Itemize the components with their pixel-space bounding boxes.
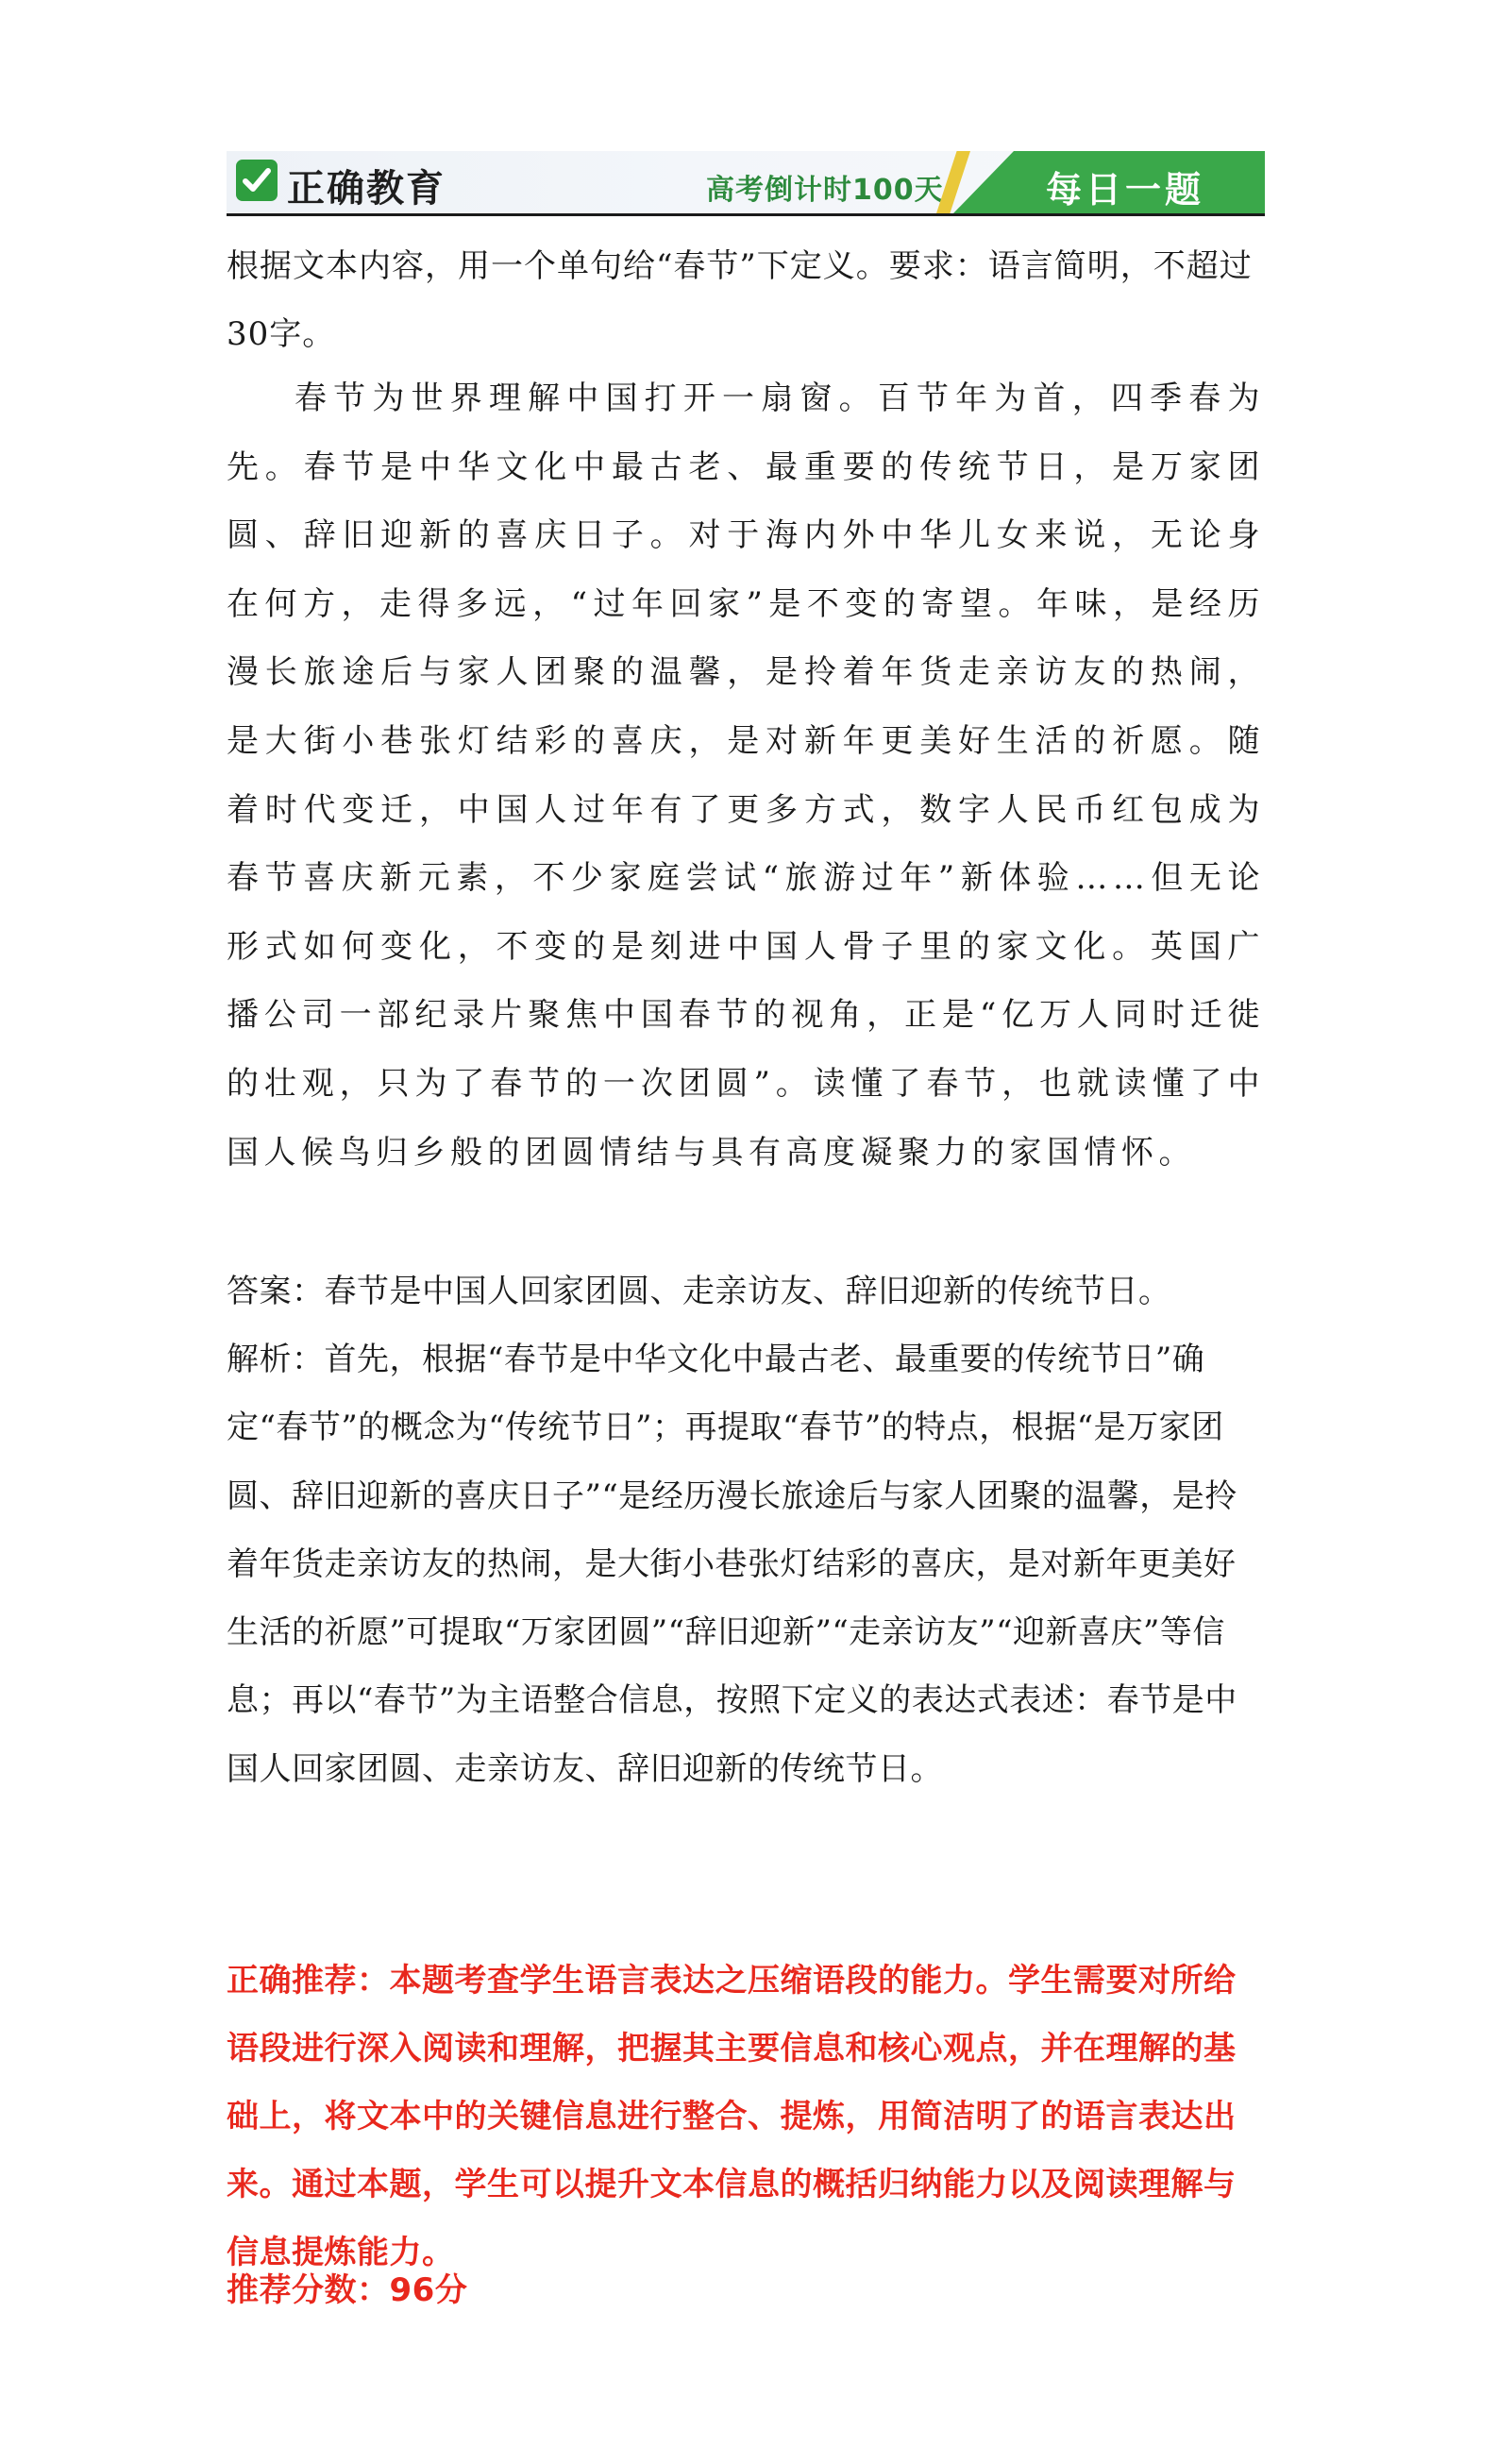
header-banner (227, 151, 1265, 216)
brand-logo-text: 正确教育 (287, 167, 446, 211)
question-text: 根据文本内容，用一个单句给“春节”下定义。要求：语言简明，不超过30字。 (227, 247, 1253, 353)
daily-question-label: 每日一题 (1046, 169, 1205, 211)
analysis-text: 解析：首先，根据“春节是中华文化中最古老、最重要的传统节日”确定“春节”的概念为“传统节日”；再提取“春节”的特点，根据“是万家团圆、辞旧迎新的喜庆日子”“是经历漫长旅途后与家人团聚的温馨，是拎着年货走亲访友的热闹，是大街小巷张灯结彩的喜庆，是对新年更美好生活的祈愿”可提取“万家团圆”“辞旧迎新”“走亲访友”“迎新喜庆”等信息；再以“春节”为主语整合信息，按照下定义的表达式表述：春节是中国人回家团圆、走亲访友、辞旧迎新的传统节日。 (227, 1341, 1237, 1788)
reading-passage: 春节为世界理解中国打开一扇窗。百节年为首，四季春为先。春节是中华文化中最古老、最重要的传统节日，是万家团圆、辞旧迎新的喜庆日子。对于海内外中华儿女来说，无论身在何方，走得多远，“过年回家”是不变的寄望。年味，是经历漫长旅途后与家人团聚的温馨，是拎着年货走亲访友的热闹，是大街小巷张灯结彩的喜庆，是对新年更美好生活的祈愿。随着时代变迁，中国人过年有了更多方式，数字人民币红包成为春节喜庆新元素，不少家庭尝试“旅游过年”新体验……但无论形式如何变化，不变的是刻进中国人骨子里的家文化。英国广播公司一部纪录片聚焦中国春节的视角，正是“亿万人同时迁徙的壮观，只为了春节的一次团圆”。读懂了春节，也就读懂了中国人候鸟归乡般的团圆情结与具有高度凝聚力的家国情怀。 (227, 380, 1265, 1172)
recommendation-text: 正确推荐：本题考查学生语言表达之压缩语段的能力。学生需要对所给语段进行深入阅读和理解，把握其主要信息和核心观点，并在理解的基础上，将文本中的关键信息进行整合、提炼，用简洁明了的语言表达出来。通过本题，学生可以提升文本信息的概括归纳能力以及阅读理解与信息提炼能力。 (227, 1962, 1237, 2271)
answer-text: 答案：春节是中国人回家团圆、走亲访友、辞旧迎新的传统节日。 (227, 1273, 1171, 1310)
exam-countdown: 高考倒计时100天 (706, 174, 944, 207)
recommended-score: 推荐分数：96分 (227, 2271, 468, 2309)
check-icon (236, 160, 278, 201)
